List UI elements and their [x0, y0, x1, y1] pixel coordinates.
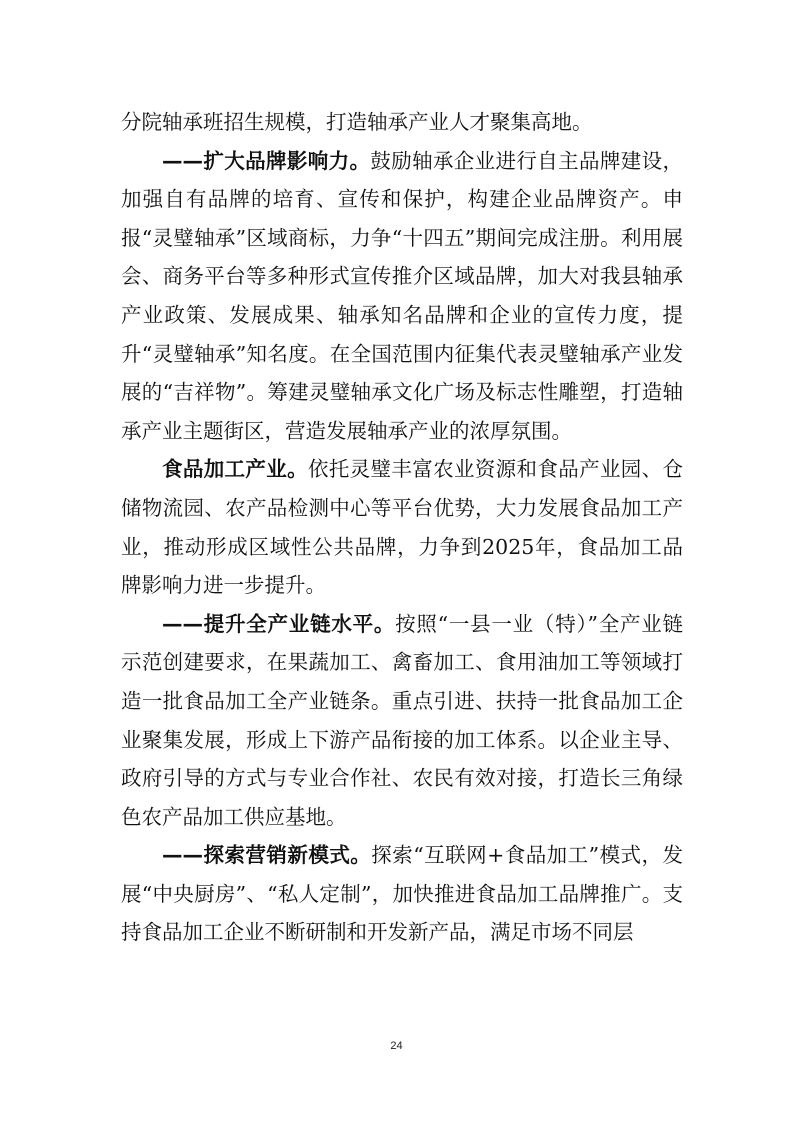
paragraph-5-heading: ——探索营销新模式。 — [162, 843, 372, 868]
paragraph-4-heading: ——提升全产业链水平。 — [162, 611, 396, 636]
paragraph-4 — [121, 605, 683, 837]
paragraph-3-text: 依托灵璧丰富农业资源和食品产业园、仓储物流园、农产品检测中心等平台优势，大力发展食品加工产业，推动形成区域性公共品牌，力争到2025年，食品加工品牌影响力进一步提升。 — [121, 457, 684, 598]
paragraph-5 — [121, 836, 683, 952]
body-text — [121, 103, 683, 952]
paragraph-1-text: 分院轴承班招生规模，打造轴承产业人才聚集高地。 — [121, 110, 593, 134]
paragraph-5-text: 探索“互联网+食品加工”模式，发展“中央厨房”、“私人定制”，加快推进食品加工品牌推广。支持食品加工企业不断研制和开发新产品，满足市场不同层 — [121, 843, 684, 945]
paragraph-2-text: 鼓励轴承企业进行自主品牌建设，加强自有品牌的培育、宣传和保护，构建企业品牌资产。申报“灵璧轴承”区域商标，力争“十四五”期间完成注册。利用展会、商务平台等多种形式宣传推介区域品牌，加大对我县轴承产业政策、发展成果、轴承知名品牌和企业的宣传力度，提升“灵璧轴承”知名度。在全国范围内征集代表灵璧轴承产业发展的“吉祥物”。筹建灵璧轴承文化广场及标志性雕塑，打造轴承产业主题街区，营造发展轴承产业的浓厚氛围。 — [121, 148, 684, 443]
page-number: 24 — [390, 1040, 403, 1052]
paragraph-3-heading: 食品加工产业。 — [162, 457, 308, 482]
paragraph-3 — [121, 450, 683, 604]
paragraph-4-text: 按照“一县一业（特）”全产业链示范创建要求，在果蔬加工、禽畜加工、食用油加工等领域打造一批食品加工全产业链条。重点引进、扶持一批食品加工企业聚集发展，形成上下游产品衔接的加工体系。以企业主导、政府引导的方式与专业合作社、农民有效对接，打造长三角绿色农产品加工供应基地。 — [121, 611, 683, 829]
paragraph-1 — [121, 103, 683, 142]
paragraph-2-heading: ——扩大品牌影响力。 — [162, 148, 371, 173]
paragraph-2 — [121, 142, 683, 451]
